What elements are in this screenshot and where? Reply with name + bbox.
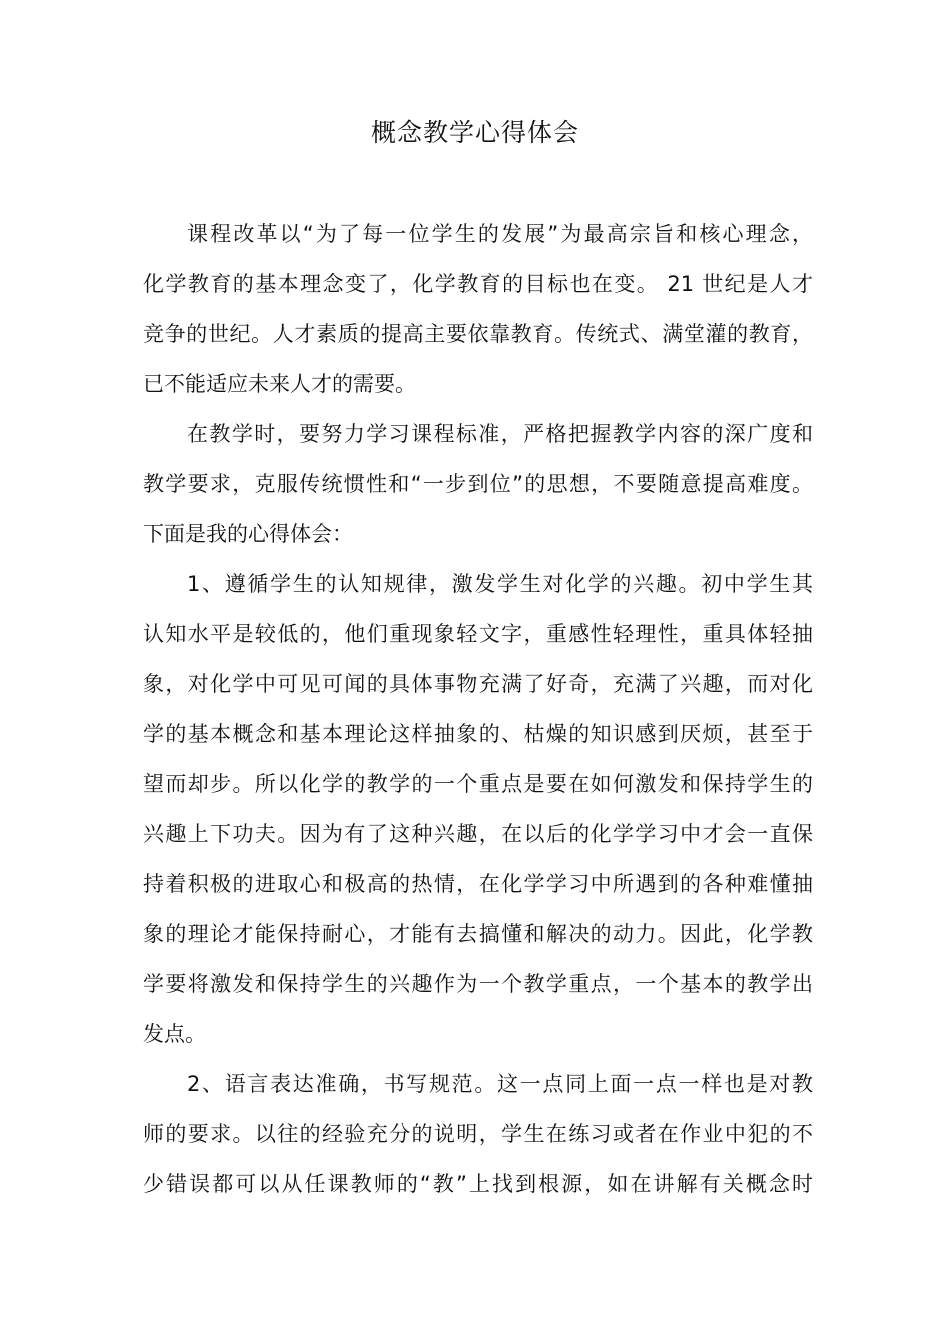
text-line: 化学教育的基本理念变了，化学教育的目标也在变。 21 世纪是人才 — [143, 272, 813, 296]
paragraph-2 — [143, 409, 813, 559]
text-line: 发点。 — [143, 1022, 206, 1046]
text-line: 2、语言表达准确，书写规范。这一点同上面一点一样也是对教 — [187, 1072, 813, 1096]
paragraph-4 — [143, 1059, 813, 1209]
text-line: 1、遵循学生的认知规律，激发学生对化学的兴趣。初中学生其 — [187, 572, 813, 596]
text-line: 持着积极的进取心和极高的热情，在化学学习中所遇到的各种难懂抽 — [143, 872, 813, 896]
document-title: 概念教学心得体会 — [370, 118, 579, 147]
paragraph-3 — [143, 559, 813, 1059]
text-line: 学的基本概念和基本理论这样抽象的、枯燥的知识感到厌烦，甚至于 — [143, 722, 813, 746]
text-line: 下面是我的心得体会： — [143, 522, 353, 546]
text-line: 望而却步。所以化学的教学的一个重点是要在如何激发和保持学生的 — [143, 772, 813, 796]
text-line: 少错误都可以从任课教师的“教”上找到根源，如在讲解有关概念时 — [143, 1172, 813, 1196]
paragraph-1 — [143, 209, 813, 409]
text-line: 教学要求，克服传统惯性和“一步到位”的思想，不要随意提高难度。 — [143, 472, 813, 496]
text-line: 学要将激发和保持学生的兴趣作为一个教学重点，一个基本的教学出 — [143, 972, 813, 996]
text-line: 认知水平是较低的，他们重现象轻文字，重感性轻理性，重具体轻抽 — [143, 622, 813, 646]
text-line: 竞争的世纪。人才素质的提高主要依靠教育。传统式、满堂灌的教育， — [143, 322, 813, 346]
text-line: 在教学时，要努力学习课程标准，严格把握教学内容的深广度和 — [187, 422, 813, 446]
text-line: 象，对化学中可见可闻的具体事物充满了好奇，充满了兴趣，而对化 — [143, 672, 813, 696]
text-line: 象的理论才能保持耐心，才能有去搞懂和解决的动力。因此，化学教 — [143, 922, 813, 946]
document-body — [143, 209, 813, 1209]
text-line: 已不能适应未来人才的需要。 — [143, 372, 416, 396]
text-line: 兴趣上下功夫。因为有了这种兴趣，在以后的化学学习中才会一直保 — [143, 822, 813, 846]
text-line: 师的要求。以往的经验充分的说明，学生在练习或者在作业中犯的不 — [143, 1122, 813, 1146]
text-line: 课程改革以“为了每一位学生的发展”为最高宗旨和核心理念， — [187, 222, 813, 246]
